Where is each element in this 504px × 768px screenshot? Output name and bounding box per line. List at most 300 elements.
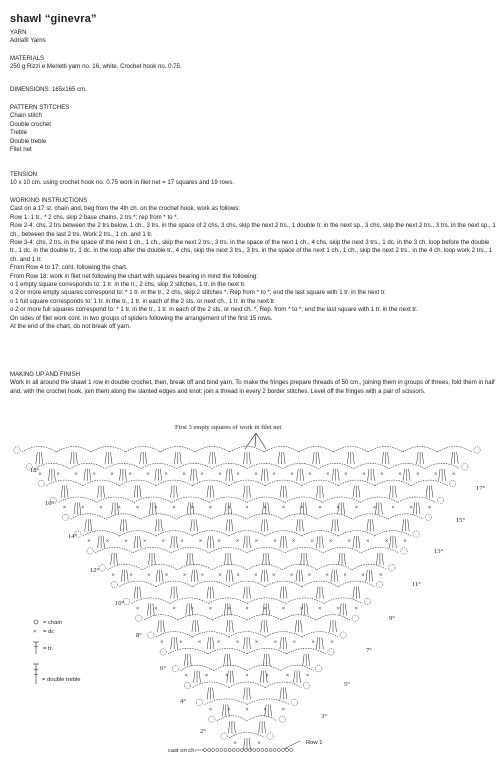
treble-stitch xyxy=(213,688,215,700)
treble-stitch xyxy=(409,469,411,481)
side-loop xyxy=(123,598,129,604)
treble-stitch xyxy=(119,469,121,481)
working-label: WORKING INSTRUCTIONS xyxy=(10,197,88,204)
treble-stitch xyxy=(140,536,142,548)
dc-stitch: × xyxy=(254,471,258,477)
treble-stitch xyxy=(149,553,151,565)
chain-arc xyxy=(283,463,318,469)
chain-arc xyxy=(212,514,247,520)
treble-stitch xyxy=(155,469,157,481)
treble-stitch xyxy=(162,570,164,582)
materials-label: MATERIALS xyxy=(10,55,45,62)
chain-arc xyxy=(208,648,247,654)
dc-stitch: × xyxy=(362,471,366,477)
treble-stitch xyxy=(171,536,173,548)
legend xyxy=(33,620,81,684)
chain-arc xyxy=(302,581,338,587)
chain-arc xyxy=(316,615,350,621)
treble-stitch xyxy=(451,452,453,464)
treble-stitch xyxy=(184,654,186,666)
treble-stitch xyxy=(338,469,340,481)
chain-arc xyxy=(156,581,192,587)
legend-chain: = chain xyxy=(43,620,62,626)
chain-arc xyxy=(46,480,82,486)
dc-stitch: × xyxy=(233,741,237,746)
treble-stitch xyxy=(192,620,194,632)
treble-stitch xyxy=(207,536,209,548)
chain-arc xyxy=(317,564,352,570)
finish-label: MAKING UP AND FINISH xyxy=(10,371,80,378)
treble-stitch xyxy=(316,587,318,599)
dc-stitch: × xyxy=(226,606,231,612)
chain-stitch xyxy=(224,749,227,752)
treble-stitch xyxy=(301,620,303,632)
side-loop xyxy=(14,447,20,453)
dc-stitch: × xyxy=(124,539,128,545)
treble-stitch xyxy=(260,671,262,683)
dc-stitch: × xyxy=(347,539,352,545)
dc-stitch: × xyxy=(336,505,341,511)
chain-arc xyxy=(361,547,399,553)
chain-arc xyxy=(119,531,155,537)
treble-stitch xyxy=(280,536,282,548)
chain-arc xyxy=(368,447,403,453)
chain-arc xyxy=(141,514,176,520)
treble-stitch xyxy=(85,519,87,531)
chain-arc xyxy=(177,564,212,570)
treble-stitch xyxy=(286,536,288,548)
treble-stitch xyxy=(263,553,265,565)
dc-stitch: × xyxy=(310,539,314,545)
dc-stitch: × xyxy=(245,606,249,612)
chain-arc xyxy=(322,497,360,503)
chain-arc xyxy=(170,598,208,604)
row-label-left: 10° xyxy=(115,600,125,607)
chain-arc xyxy=(302,480,339,486)
treble-stitch xyxy=(343,503,345,515)
treble-stitch xyxy=(268,603,270,615)
chain-arc xyxy=(214,665,247,671)
chain-arc xyxy=(209,598,248,604)
treble-stitch xyxy=(174,452,176,464)
treble-stitch xyxy=(226,570,228,582)
chain-arc xyxy=(338,480,375,486)
treble-stitch xyxy=(186,603,188,615)
treble-stitch xyxy=(103,536,105,548)
treble-stitch xyxy=(191,519,193,531)
dc-stitch: × xyxy=(56,471,61,477)
treble-stitch xyxy=(48,469,50,481)
treble-stitch xyxy=(121,570,123,582)
treble-stitch xyxy=(84,469,86,481)
treble-stitch xyxy=(303,654,305,666)
dc-stitch: × xyxy=(146,471,150,477)
chart-row xyxy=(217,716,277,734)
chart-row xyxy=(180,665,313,683)
chain-arc xyxy=(134,497,172,503)
chain-stitch xyxy=(273,749,276,752)
dc-stitch: × xyxy=(135,505,140,511)
treble-stitch xyxy=(232,570,234,582)
dc-stitch: × xyxy=(208,707,213,713)
treble-stitch xyxy=(249,452,251,464)
working-line: Row 1: 1 tr., * 2 chs, skip 2 base chains, 2 trs *; rep from * to *. xyxy=(10,213,179,221)
treble-stitch xyxy=(67,486,69,498)
dc-stitch: × xyxy=(328,539,333,545)
dimensions-text: DIMENSIONS: 165x165 cm. xyxy=(10,86,87,93)
treble-stitch xyxy=(171,587,173,599)
treble-stitch xyxy=(372,519,374,531)
legend-tr: = tr. xyxy=(43,646,53,652)
treble-stitch xyxy=(244,738,246,750)
treble-stitch xyxy=(284,452,286,464)
stitch-item: Filet net xyxy=(10,146,32,154)
side-loop xyxy=(462,464,468,470)
row-label-left: 18° xyxy=(30,467,40,474)
treble-stitch xyxy=(266,620,268,632)
treble-stitch xyxy=(358,486,360,498)
working-line: On sides of filet work cont. in two groups of spiders following the arrangement of the first 15 rows. xyxy=(10,314,273,322)
dc-stitch: × xyxy=(380,471,384,477)
chain-arc xyxy=(141,463,177,469)
treble-stitch xyxy=(116,553,118,565)
dc-stitch: × xyxy=(128,471,132,477)
chain-arc xyxy=(247,598,286,604)
chain-arc xyxy=(205,699,247,705)
row1-pointer xyxy=(284,741,300,749)
treble-stitch xyxy=(345,603,347,615)
chain-arc xyxy=(424,463,459,469)
dc-stitch: × xyxy=(142,539,147,545)
row-label-right: 11° xyxy=(412,581,421,588)
chain-arc xyxy=(91,447,126,453)
chain-arc xyxy=(144,615,178,621)
dc-stitch: × xyxy=(236,471,240,477)
dc-stitch: × xyxy=(216,640,221,646)
dc-stitch: × xyxy=(226,505,231,511)
chain-arc xyxy=(119,581,155,587)
treble-stitch xyxy=(444,469,446,481)
treble-stitch xyxy=(376,553,378,565)
chain-stitch xyxy=(257,749,260,752)
dc-stitch: × xyxy=(336,606,341,612)
chain-arc xyxy=(178,615,212,621)
treble-stitch xyxy=(231,469,233,481)
treble-stitch xyxy=(196,519,198,531)
treble-stitch xyxy=(213,536,215,548)
treble-stitch xyxy=(296,570,298,582)
treble-stitch xyxy=(373,469,375,481)
working-line: o 2 or more full squares correspond to: * 1 tr. in the tr., 1 tr. in each of the 2 sts. or next ch. *, Rep. from * to *; end the last square with 1 tr. in the next tr. xyxy=(10,306,418,314)
row-label-right: 7° xyxy=(366,647,372,654)
side-loop xyxy=(352,615,358,621)
chart-body xyxy=(14,447,480,752)
dc-stitch: × xyxy=(354,505,359,511)
dc-stitch: × xyxy=(416,471,420,477)
dc-stitch: × xyxy=(273,539,277,545)
dc-stitch: × xyxy=(110,471,114,477)
side-loop xyxy=(389,565,395,571)
caption-arrows xyxy=(245,433,266,449)
treble-stitch xyxy=(426,486,428,498)
chain-arc xyxy=(119,480,156,486)
treble-stitch xyxy=(280,587,282,599)
treble-stitch xyxy=(259,721,261,733)
dc-stitch: × xyxy=(254,539,259,545)
dc-stitch: × xyxy=(235,539,240,545)
treble-stitch xyxy=(213,637,215,649)
treble-stitch xyxy=(267,570,269,582)
treble-stitch xyxy=(403,469,405,481)
chain-arc xyxy=(57,447,92,453)
side-loop xyxy=(267,733,273,739)
treble-stitch xyxy=(336,570,338,582)
working-line: o 2 or more empty squares correspond to: * 1 tr. in the tr., 2 chs, skip 2 stitches *, Rep from * to *; end the last square with 1 tr. in the next tr. xyxy=(10,289,386,297)
yarn-text: Adriafil Yarns xyxy=(10,37,46,45)
chain-arc xyxy=(247,463,283,469)
treble-stitch xyxy=(249,587,251,599)
row-label-right: 13° xyxy=(434,548,444,555)
chain-arc xyxy=(229,531,265,537)
treble-stitch xyxy=(318,452,320,464)
treble-stitch xyxy=(154,553,156,565)
dc-stitch: × xyxy=(254,640,259,646)
treble-stitch xyxy=(268,553,270,565)
cast-on-label: cast on ch. xyxy=(168,748,197,754)
chain-arc xyxy=(83,531,120,537)
treble-stitch xyxy=(226,519,228,531)
dc-stitch: × xyxy=(160,640,164,646)
chain-arc xyxy=(212,463,248,469)
dc-stitch: × xyxy=(200,471,204,477)
dc-stitch: × xyxy=(245,673,249,679)
chain-arc xyxy=(229,632,265,638)
dc-stitch: × xyxy=(182,572,187,578)
chart-row xyxy=(22,447,472,465)
chain-arc xyxy=(83,480,120,486)
treble-stitch xyxy=(230,553,232,565)
treble-stitch xyxy=(214,452,216,464)
row-label-right: 3° xyxy=(321,713,327,720)
stitch-item: Chain stitch xyxy=(10,112,42,120)
dc-stitch: × xyxy=(190,505,195,511)
treble-stitch xyxy=(358,536,360,548)
treble-stitch xyxy=(382,452,384,464)
side-loop xyxy=(303,682,309,688)
chain-arc xyxy=(247,648,286,654)
dc-stitch: × xyxy=(272,471,276,477)
row-label-right: 17° xyxy=(476,485,486,492)
treble-stitch xyxy=(267,519,269,531)
treble-stitch xyxy=(413,503,415,515)
tr-symbol xyxy=(33,642,39,654)
side-loop xyxy=(425,514,431,520)
treble-stitch xyxy=(285,637,287,649)
chain-arc xyxy=(247,665,280,671)
chain-arc xyxy=(212,564,247,570)
chain-arc xyxy=(247,564,282,570)
treble-stitch xyxy=(322,486,324,498)
dc-stitch: × xyxy=(289,572,294,578)
treble-stitch xyxy=(196,469,198,481)
dc-stitch: × xyxy=(384,539,389,545)
legend-dtr: = double treble xyxy=(42,677,81,683)
arrow-line xyxy=(255,433,256,447)
chain-stitch xyxy=(261,749,264,752)
chain-arc xyxy=(264,447,299,453)
chain-stitch xyxy=(212,749,215,752)
working-line: Row 3-4: chs, 2 trs. in the space of the next 1 ch., 1 ch., skip the next 2 trs., 3 trs. in the space of the next 1 ch., 4 chs, skip the next 3 trs., 1 dc. in the 3 ch. loop before the double tr., 1 dc. in the double tr., 1 dc. in the loop after the double tr., 4 chs, skip the next 3 trs., 3 trs. in the space of the next 1 ch., 1 ch., skip the next 2 trs., in the 4 ch. loop work 2 trs., 1 ch. and 1 tr. xyxy=(10,239,493,263)
treble-stitch xyxy=(111,553,113,565)
row-label-left: 4° xyxy=(180,698,186,705)
dc-stitch: × xyxy=(292,640,297,646)
dc-stitch: × xyxy=(184,673,189,679)
dc-stitch: × xyxy=(217,539,221,545)
dc-stitch: × xyxy=(361,572,365,578)
yarn-label: YARN xyxy=(10,29,27,36)
treble-stitch xyxy=(187,553,189,565)
chain-arc xyxy=(177,514,212,520)
dc-stitch: × xyxy=(164,572,169,578)
chain-arc xyxy=(71,514,106,520)
treble-stitch xyxy=(207,587,209,599)
treble-stitch xyxy=(306,503,308,515)
dc-stitch: × xyxy=(105,539,110,545)
side-loop xyxy=(38,480,44,486)
treble-stitch xyxy=(344,553,346,565)
dc-stitch: × xyxy=(366,539,370,545)
dc-symbol: × xyxy=(33,629,37,635)
row-label-left: 2° xyxy=(200,728,206,735)
chain-arc xyxy=(209,497,247,503)
dc-stitch: × xyxy=(38,471,43,477)
dc-stitch: × xyxy=(226,707,231,713)
treble-stitch xyxy=(297,469,299,481)
chain-arc xyxy=(172,497,210,503)
treble-stitch xyxy=(353,536,355,548)
chain-arc xyxy=(247,615,281,621)
dc-stitch: × xyxy=(299,505,304,511)
chain-arc xyxy=(133,547,171,553)
treble-stitch xyxy=(249,486,251,498)
treble-stitch xyxy=(176,587,178,599)
chart-row xyxy=(95,547,399,565)
chain-arc xyxy=(302,632,339,638)
row-label-right: 9° xyxy=(389,615,395,622)
treble-stitch xyxy=(280,486,282,498)
treble-stitch xyxy=(90,519,92,531)
treble-stitch xyxy=(316,637,318,649)
chain-arc xyxy=(229,682,265,688)
dc-stitch: × xyxy=(208,606,213,612)
chain-arc xyxy=(192,632,228,638)
dc-stitch: × xyxy=(182,471,186,477)
treble-stitch xyxy=(301,570,303,582)
side-loop xyxy=(172,666,178,672)
treble-stitch xyxy=(176,637,178,649)
treble-stitch xyxy=(176,486,178,498)
treble-stitch xyxy=(145,452,147,464)
finish-text: Work in all around the shawl 1 row in double crochet, then, break off and bind yarn. To make the fringes prepare threads of 50 cm., joining them in groups of threes, fold them in half and, with the crochet hook, join them along the slanted edges and knot: join a thread in every 2 border stitches. Level off the fringes with a pair of scissors. xyxy=(10,379,495,395)
treble-stitch xyxy=(226,469,228,481)
dc-stitch: × xyxy=(263,606,268,612)
chain-arc xyxy=(265,581,302,587)
treble-stitch xyxy=(213,486,215,498)
dc-stitch: × xyxy=(344,471,348,477)
treble-stitch xyxy=(155,519,157,531)
side-loop xyxy=(62,514,68,520)
dc-stitch: × xyxy=(273,640,278,646)
chain-arc xyxy=(389,463,425,469)
chain-arc xyxy=(323,547,361,553)
side-loop xyxy=(376,581,382,587)
stitches-label: PATTERN STITCHES xyxy=(10,104,70,111)
chain-stitch xyxy=(281,749,284,752)
dc-stitch: × xyxy=(285,673,290,679)
treble-stitch xyxy=(368,469,370,481)
working-line: Cast on a 17 st. chain and, beg from the 4th ch. on the crochet hook, work as follows: xyxy=(10,205,240,213)
chain-arc xyxy=(168,648,208,654)
materials-text: 250 g Rizzi e Merletti yarn no. 16, white. Crochet hook no. 0.75. xyxy=(10,63,182,71)
chain-arc xyxy=(411,480,447,486)
dc-stitch: × xyxy=(372,505,377,511)
chart-row xyxy=(229,733,265,751)
dc-stitch: × xyxy=(398,471,402,477)
treble-stitch xyxy=(213,587,215,599)
treble-stitch xyxy=(307,603,309,615)
dc-stitch: × xyxy=(135,606,140,612)
chain-arc xyxy=(22,447,57,453)
dc-stitch: × xyxy=(254,572,258,578)
chart-row xyxy=(132,598,363,616)
treble-stitch xyxy=(353,587,355,599)
working-line: o 1 full square corresponds to: 1 tr. in the tr., 1 tr. in each of the 2 sts. or next ch., 1 tr. in the next tr. xyxy=(10,297,276,305)
chain-arc xyxy=(437,447,472,453)
side-loop xyxy=(99,565,105,571)
treble-stitch xyxy=(330,620,332,632)
tension-label: TENSION xyxy=(10,171,38,178)
chain-stitch xyxy=(253,749,256,752)
dc-stitch: × xyxy=(92,471,96,477)
treble-stitch xyxy=(226,620,228,632)
treble-stitch xyxy=(331,570,333,582)
treble-stitch xyxy=(302,469,304,481)
chain-arc xyxy=(324,598,363,604)
treble-stitch xyxy=(408,519,410,531)
chart-row xyxy=(205,699,290,717)
dc-stitch: × xyxy=(204,673,209,679)
treble-stitch xyxy=(171,637,173,649)
dc-stitch: × xyxy=(62,505,67,511)
side-loop xyxy=(221,733,227,739)
treble-stitch xyxy=(209,452,211,464)
dc-stitch: × xyxy=(403,539,407,545)
dc-stitch: × xyxy=(117,505,122,511)
side-loop xyxy=(279,716,285,722)
working-line: Row 2-4: chs, 2 trs between the 2 trs below, 1 ch., 3 trs. in the space of 2 chs, 3 chs, skip the next 2 trs., 1 double tr. in the next sp., 3 chs, skip the next 2 trs., 3 trs. in the next sp., 1 ch., between the last 2 trs. Work 2 trs., 1 ch. and 1 tr. xyxy=(10,222,496,238)
treble-stitch xyxy=(339,553,341,565)
treble-stitch xyxy=(317,486,319,498)
dc-stitch: × xyxy=(200,572,205,578)
chain-arc xyxy=(107,564,142,570)
treble-stitch xyxy=(194,671,196,683)
row1-label: Row 1 xyxy=(306,740,323,746)
arrow-line xyxy=(256,433,266,449)
dc-stitch: × xyxy=(325,572,330,578)
treble-stitch xyxy=(332,469,334,481)
treble-stitch xyxy=(402,519,404,531)
treble-stitch xyxy=(156,570,158,582)
